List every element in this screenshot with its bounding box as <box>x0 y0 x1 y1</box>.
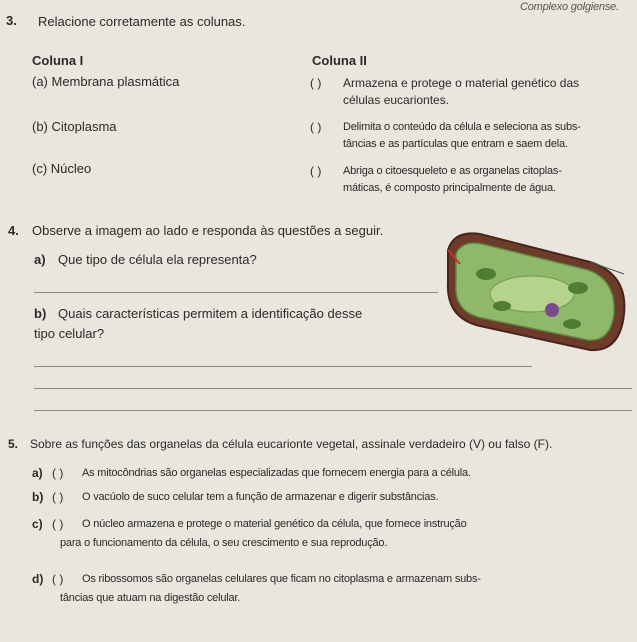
item-b-text: Quais características permitem a identificação desse <box>58 306 363 321</box>
item-label-a: a) <box>32 466 43 480</box>
answer-line[interactable] <box>34 292 438 293</box>
answer-box[interactable]: ( ) <box>310 76 322 90</box>
column-2-item-1: Armazena e protege o material genético das <box>343 76 580 90</box>
item-d-text-cont: tâncias que atuam na digestão celular. <box>60 592 241 604</box>
answer-box[interactable]: ( ) <box>52 517 64 531</box>
question-prompt: Relacione corretamente as colunas. <box>38 14 246 29</box>
answer-box[interactable]: ( ) <box>52 466 64 480</box>
column-1-item-a: (a) Membrana plasmática <box>32 74 180 89</box>
item-a-text: Que tipo de célula ela representa? <box>58 252 257 267</box>
column-2-title: Coluna II <box>312 53 367 68</box>
question-number: 3. <box>6 13 17 28</box>
header-note: Complexo golgiense. <box>520 1 619 13</box>
item-b-text-cont: tipo celular? <box>34 326 105 341</box>
question-prompt: Sobre as funções das organelas da célula eucarionte vegetal, assinale verdadeiro (V) ou falso (F). <box>30 437 553 451</box>
answer-line[interactable] <box>34 410 632 411</box>
column-2-item-2: Delimita o conteúdo da célula e seleciona as subs- <box>343 121 581 133</box>
column-2-item-3-cont: máticas, é composto principalmente de água. <box>343 182 556 194</box>
answer-box[interactable]: ( ) <box>52 572 64 586</box>
item-label-d: d) <box>32 572 44 586</box>
column-2-item-3: Abriga o citoesqueleto e as organelas citoplas- <box>343 165 562 177</box>
item-a-text: As mitocôndrias são organelas especializadas que fornecem energia para a célula. <box>82 467 471 479</box>
item-d-text: Os ribossomos são organelas celulares que ficam no citoplasma e armazenam subs- <box>82 573 481 585</box>
answer-line[interactable] <box>34 366 532 367</box>
item-b-text: O vacúolo de suco celular tem a função de armazenar e digerir substâncias. <box>82 491 439 503</box>
item-label-b: b) <box>32 490 44 504</box>
column-1-item-b: (b) Citoplasma <box>32 119 117 134</box>
column-2-item-2-cont: tâncias e as partículas que entram e saem dela. <box>343 138 568 150</box>
column-1-title: Coluna I <box>32 53 84 68</box>
answer-line[interactable] <box>34 388 632 389</box>
column-1-item-c: (c) Núcleo <box>32 161 92 176</box>
item-label-c: c) <box>32 517 43 531</box>
item-c-text: O núcleo armazena e protege o material genético da célula, que fornece instrução <box>82 518 467 530</box>
column-2-item-1-cont: células eucariontes. <box>343 93 450 107</box>
plant-cell-image <box>440 222 632 362</box>
answer-box[interactable]: ( ) <box>310 120 322 134</box>
question-prompt: Observe a imagem ao lado e responda às questões a seguir. <box>32 223 384 238</box>
answer-box[interactable]: ( ) <box>52 490 64 504</box>
item-label-b: b) <box>34 306 47 321</box>
item-label-a: a) <box>34 252 46 267</box>
question-number: 4. <box>8 223 19 238</box>
question-number: 5. <box>8 437 19 451</box>
item-c-text-cont: para o funcionamento da célula, o seu crescimento e sua reprodução. <box>60 537 388 549</box>
answer-box[interactable]: ( ) <box>310 164 322 178</box>
